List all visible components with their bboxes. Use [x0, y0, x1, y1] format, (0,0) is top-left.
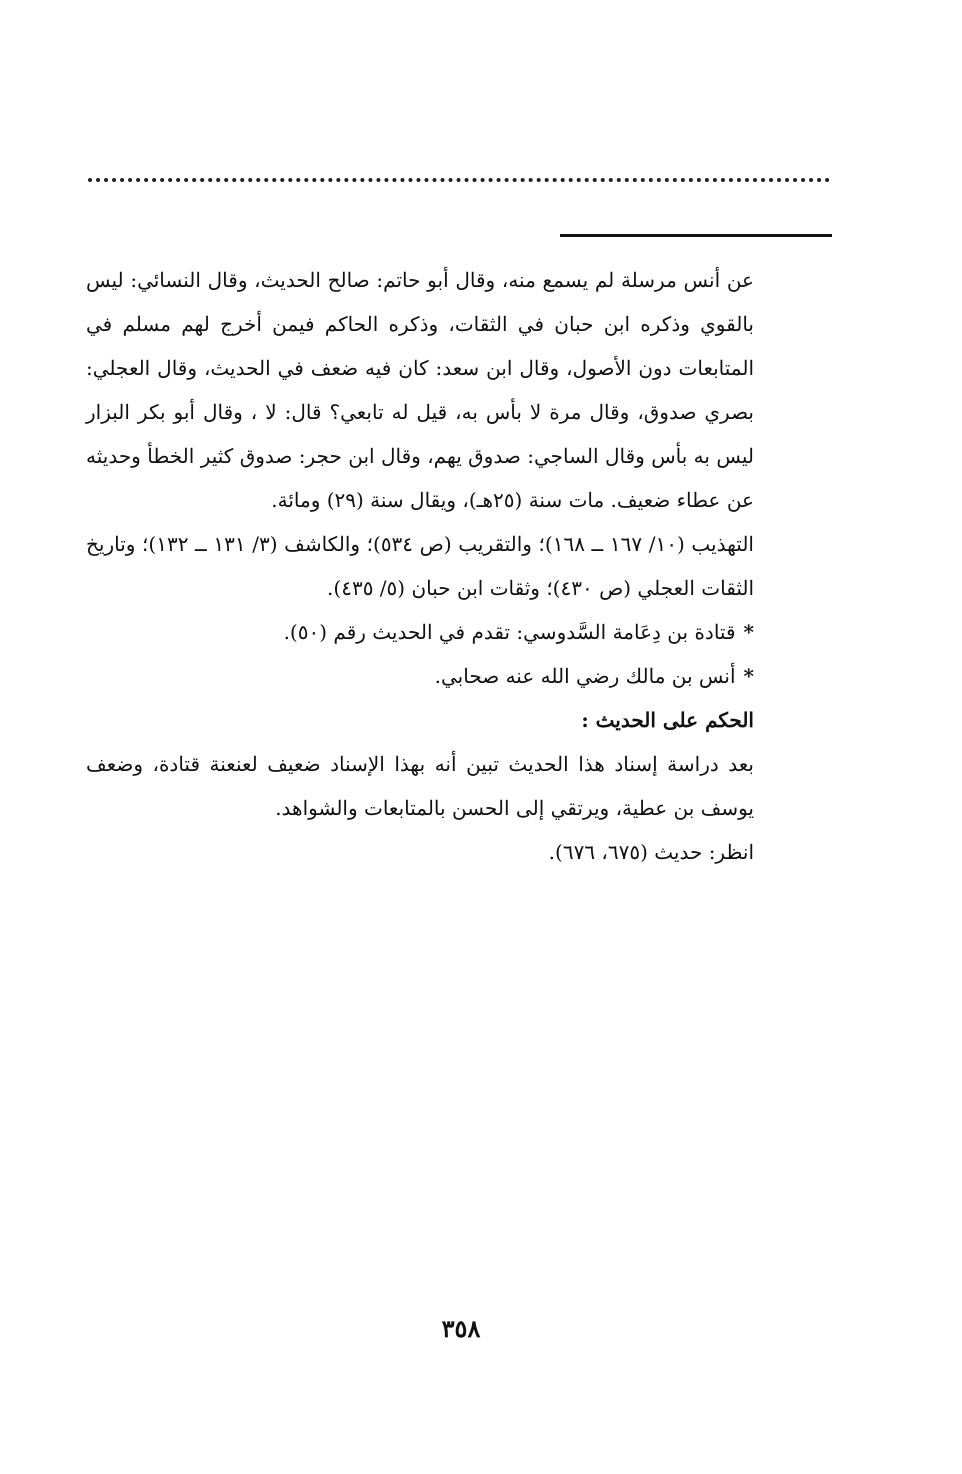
- footnote-rule: [560, 234, 832, 237]
- references-paragraph: التهذيب (١٠/ ١٦٧ ــ ١٦٨)؛ والتقريب (ص ٥٣٤)؛ والكاشف (٣/ ١٣١ ــ ١٣٢)؛ وتاريخ الثقات العجلي (ص ٤٣٠)؛ وثقات ابن حبان (٥/ ٤٣٥).: [86, 532, 754, 600]
- bullet-star-icon: *: [743, 664, 754, 688]
- page-number: ٣٥٨: [441, 1314, 481, 1343]
- ruling-heading: الحكم على الحديث :: [581, 708, 754, 732]
- narrator-item: [86, 654, 754, 698]
- narrator-item: [86, 610, 754, 654]
- narrator-text: أنس بن مالك رضي الله عنه صحابي.: [434, 664, 736, 688]
- see-also-line: انظر: حديث (٦٧٥، ٦٧٦).: [548, 840, 754, 864]
- page-body: [86, 258, 754, 874]
- continuation-paragraph: عن أنس مرسلة لم يسمع منه، وقال أبو حاتم: صالح الحديث، وقال النسائي: ليس بالقوي وذكره ابن حبان في الثقات، وذكره الحاكم فيمن أخرج لهم مسلم في المتابعات دون الأصول، وقال ابن سعد: كان فيه ضعف في الحديث، وقال العجلي: بصري صدوق، وقال مرة لا بأس به، قيل له تابعي؟ قال: لا ، وقال أبو بكر البزار ليس به بأس وقال الساجي: صدوق يهم، وقال ابن حجر: صدوق كثير الخطأ وحديثه عن عطاء ضعيف. مات سنة (٢٥هـ)، ويقال سنة (٢٩) ومائة.: [86, 268, 754, 512]
- dotted-separator: [88, 178, 830, 182]
- narrator-text: قتادة بن دِعَامة السَّدوسي: تقدم في الحديث رقم (٥٠).: [283, 620, 736, 644]
- ruling-paragraph: بعد دراسة إسناد هذا الحديث تبين أنه بهذا الإسناد ضعيف لعنعنة قتادة، وضعف يوسف بن عطية، ويرتقي إلى الحسن بالمتابعات والشواهد.: [86, 752, 754, 820]
- bullet-star-icon: *: [743, 620, 754, 644]
